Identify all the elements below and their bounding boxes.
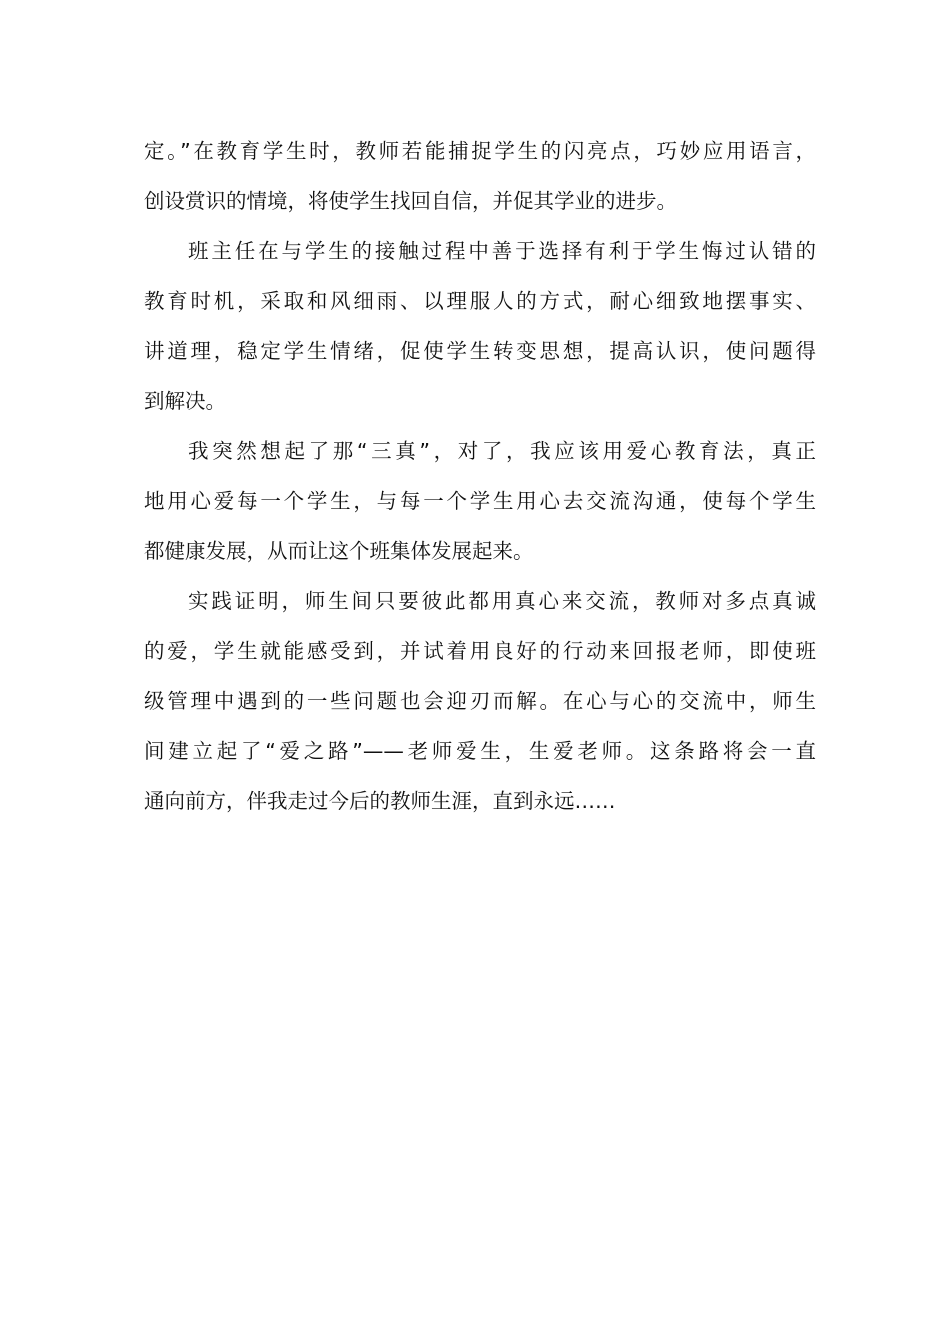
text-line: 地用心爱每一个学生，与每一个学生用心去交流沟通，使每个学生 bbox=[144, 489, 816, 513]
text-line: 的爱，学生就能感受到，并试着用良好的行动来回报老师，即使班 bbox=[144, 639, 816, 663]
text-line: 定。”在教育学生时，教师若能捕捉学生的闪亮点，巧妙应用语言， bbox=[144, 139, 816, 163]
text-line: 讲道理，稳定学生情绪，促使学生转变思想，提高认识，使问题得 bbox=[144, 339, 816, 363]
text-line: 我突然想起了那“三真”，对了，我应该用爱心教育法，真正 bbox=[188, 439, 816, 463]
text-line: 都健康发展，从而让这个班集体发展起来。 bbox=[144, 539, 534, 563]
text-line: 班主任在与学生的接触过程中善于选择有利于学生悔过认错的 bbox=[188, 239, 816, 263]
text-line: 通向前方，伴我走过今后的教师生涯，直到永远…… bbox=[144, 789, 616, 813]
text-line: 级管理中遇到的一些问题也会迎刃而解。在心与心的交流中，师生 bbox=[144, 689, 816, 713]
text-line: 到解决。 bbox=[144, 389, 226, 413]
text-line: 教育时机，采取和风细雨、以理服人的方式，耐心细致地摆事实、 bbox=[144, 289, 816, 313]
body-text bbox=[144, 126, 816, 826]
text-line: 间建立起了“爱之路”——老师爱生，生爱老师。这条路将会一直 bbox=[144, 739, 816, 763]
text-line: 实践证明，师生间只要彼此都用真心来交流，教师对多点真诚 bbox=[188, 589, 816, 613]
text-line: 创设赏识的情境，将使学生找回自信，并促其学业的进步。 bbox=[144, 189, 677, 213]
